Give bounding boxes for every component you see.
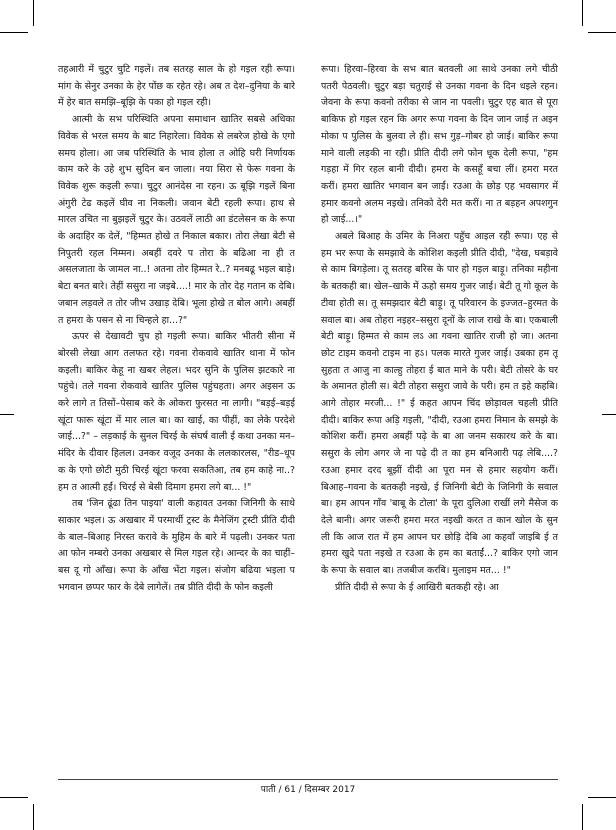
paragraph: तहआरी में चुटुर चुटि गइलें। तब सतरह साल के हो गइल रही रूपा। मांग के सेनुर उनका के हेर पोंछ क रहेत रहे। अब त देश–दुनिया के बारे में हेर बात समझि–बूझि के पका हो गइल रही। xyxy=(58,64,295,109)
left-column xyxy=(58,62,295,742)
page-footer: पाती / 61 / दिसम्बर 2017 xyxy=(260,785,356,795)
paragraph: अबले बिआह के उमिर के निअरा पहुँच आइल रही रूपा। एह से हम भर रूपा के समझावे के कोशिश कइली प्रीति दीदी, "देख, घबड़ावे से काम बिगड़ेला। तू सतरह बरिस के पार हो गइल बाड़ू। तनिका महीना के बतकही बा। खेल–खाके में ऊहो समय गुजर जाई। बेटी तू गो कूल के टीवा होती स। तू समझदार बेटी बाड़ू। तू परिवारन के इज्जत–हुरमत के सवाल बा। अब तोहरा नइहर–ससुरा दूनों के लाज राखे के बा। एकबाली बेटी बाड़ू। हिम्मत से काम लऽ आ गवना खातिर राजी हो जा। अतना छोट टाइम कवनो टाइम ना हऽ। पलक मारते गुजर जाई। उबका हम तू सुहता त आजु ना काल्हु तोहरा ई बात माने के परी। बेटी तोसरे के घर के अमानत होली स। बेटी तोहरा ससुरा जावे के परी। हम त इहे कहबि। आगे तोहार मरजी... !" ई कहत आपन चिंद छोड़ावल चहली प्रीति दीदी। बाकिर रूपा अड़ि गइली, "दीदी, रउआ हमरा निमान के समझे के कोशिश करीं। हमरा अबहीं पढ़े के बा आ जनम सकारथ करे के बा। ससुरा के लोग अगर जे ना पढ़े दी त का हम बनिआरी पढ़ लेबि....? रउआ हमार दरद बूझीं दीदी आ पूरा मन से हमार सहयोग करीं। बिआह–गवना के बतकही नइखे, ई जिनिगी बेटी के जिनिगी के सवाल बा। हम आपन गाँव 'बाबू के टोला' के पूरा दुलिआ राखीं लगे मैसेज क देले बानी। अगर जरूरी हमरा मरत नइखी करत त कान खोल के सुन ली कि आज रात में हम आपन घर छोड़ि देबि आ कहवाँ जाइबि ई त हमरा खुदे पता नइखे त रउआ के हम का बताईं...? बाकिर एगो जान के रूपा के सवाल बा। तजबीज करबि। मुलाइम मत... !" xyxy=(321,231,558,577)
paragraph: प्रीति दीदी से रूपा के ई आखिरी बतकही रहे। आ xyxy=(335,581,499,593)
crop-mark-bottom-left-h xyxy=(0,797,28,798)
crop-mark-top-right-v xyxy=(582,0,583,26)
footer-rule xyxy=(58,779,558,780)
crop-mark-bottom-right-v xyxy=(582,804,583,830)
paragraph: तब 'जिन ढूंढा तिन पाइया' वाली कहावत उनका जिनिगी के साथे साकार भइल। ऊ अखबार में परमार्थी ट्रस्ट के मैनेजिंग ट्रस्टी प्रीति दीदी के बाल–बिआह निरस्त करावे के मुहिम के बारे में पढ़ली। उनकर पता आ फोन नम्बरो उनका अखबार से मिल गइल रहे। आन्दर के का चाहीं– बस दू गो आँख। रूपा के आँख भेंटा गइल। संजोग बढिया भइला प भगवान छप्पर फार के देबे लागेलें। तब प्रीति दीदी के फोन कइली xyxy=(58,498,295,593)
crop-mark-top-left-h xyxy=(0,32,28,33)
crop-mark-mid-right xyxy=(602,414,616,415)
paragraph: रूपा। हिरवा–हिरवा के सभ बात बतवली आ साथे उनका लगे चीठी पतरी पेठवली। चुटुर बड़ा चतुराई से उनका गवना के दिन धइले रहन। जेवना के रूपा कवनो तरीका से जान ना पवली। चुटुर एह बात से पूरा बाकिफ हो गइल रहन कि अगर रूपा गवना के दिन जान जाई त अइन मोका प पुलिस के बुलवा ले ही। सभ गुड़–गोबर हो जाई। बाकिर रूपा माने वाली लड़की ना रही। प्रीति दीदी लगे फोन धूक देली रूपा, "हम गड़हा में गिर रहल बानी दीदी। हमरा के कसहूँ बचा लीं। हमरा मरत करीं। हमरा खातिर भगवान बन जाईं। रउआ के छोड़ एह भवसागर में हमार कवनो अलम नइखे। तनिको देरी मत करीं। ना त बड़हन अपशगुन हो जाई...।" xyxy=(321,64,558,226)
crop-mark-top-left-v xyxy=(33,0,34,26)
crop-mark-bottom-left-v xyxy=(33,804,34,830)
right-column xyxy=(321,62,558,742)
paragraph: ऊपर से देखावटी चुप हो गइली रूपा। बाकिर भीतरी सीना में बोरसी लेखा आग तलफत रहे। गवना रोकवावे खातिर थाना में फोन कइली। बाकिर केहू ना खबर लेहल। भदर सुनि के पुलिस झटकारे ना पहुंचे। तले गवना रोकवावे खातिर पुलिस पहुंचहता। अगर अइसन ऊ करे लागे त तिसों–पेसाब करे के ओकरा फुरसत ना लागी। "बड़ई–बड़ई खूंटा फारू खूंटा में मार लाल बा। का खाई, का पीहीं, का लेके परदेशे जाई...?" – लड़काई के सुनल चिरई के संघर्ष वाली ई कथा उनका मन–मंदिर के दीवार हिलल। उनकर वजूद उनका के ललकारलस, "रीड–धूप क के एगो छोटी मुठी चिरई खूंटा फरवा सकतिआ, तब हम काहे ना..? हम त आत्मी हईं। चिरई से बेसी दिमाग हमरा लगे बा... !" xyxy=(58,331,295,493)
crop-mark-mid-left xyxy=(0,414,14,415)
crop-mark-top-right-h xyxy=(588,32,616,33)
crop-mark-bottom-right-h xyxy=(588,797,616,798)
paragraph: आत्मी के सभ परिस्थिति अपना समाधान खातिर सबसे अधिका विवेक से भरल समय के बाट निहारेला। विवेक से लबरेज होखे के एगो समय होला। आ जब परिस्थिति के भाव होला त ओहि घरी निर्णायक काम करे के उहे शुभ सुदिन बन जाला। नया सिरा से फेरू गवना के विवेक शुरू कइली रूपा। चुटुर आनंदेस ना रहन। ऊ बूझि गइलें बिना अंगुरी टेढ कइलें घीव ना निकली। जवान बेटी रहली रूपा। हाथ से मारल उचित ना बुझइलें चुटुर के। उठवलें लाठी आ डंटलेसन क के रूपा के अदाहिर क देलें, "हिम्मत होखे त निकाल बकार। तोरा लेखा बेटी से निपुतरी रहल निम्मन। अबहीं दवरे प तोरा के बढिआ ना ही त असलजाता के जामल ना..! अतना तोर हिम्मत रे..? मनबढू भइल बाड़े। बेटा बनत बारे। तेहीं ससुरा ना जइबे....! मार के तोर देह गतान क देबि। जबान लड़वले त तोर जीभ उखाड़ देबि। भूला होखे त बोल आगे। अबहीं त हमरा के पसन से ना चिन्हले हा...?" xyxy=(58,114,295,326)
